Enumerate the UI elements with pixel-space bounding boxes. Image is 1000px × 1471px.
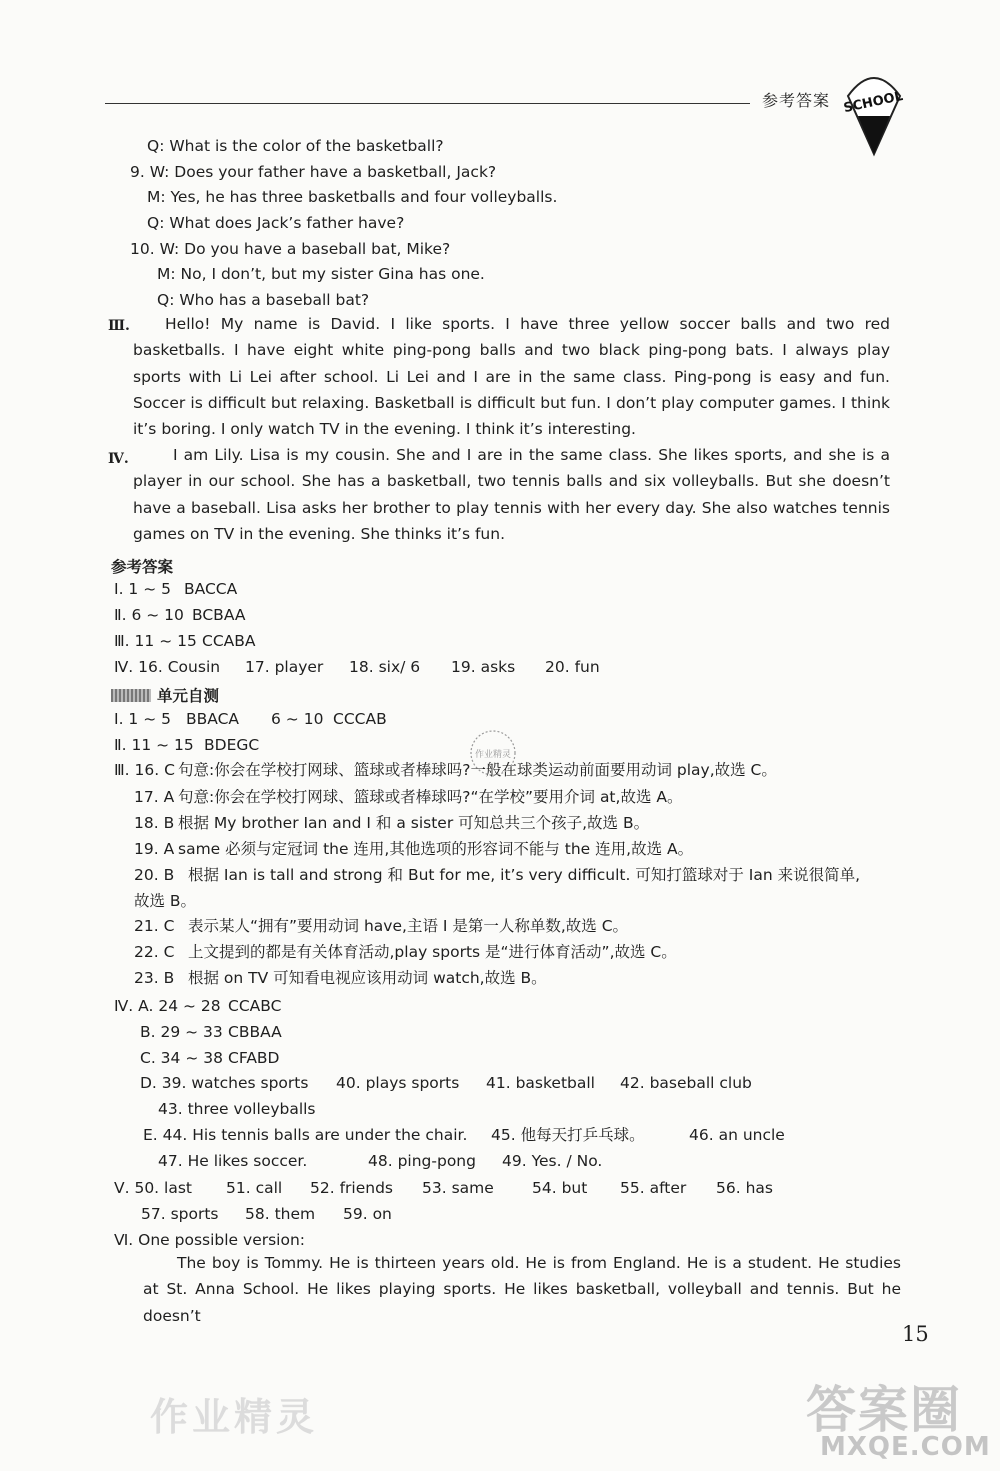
answer-row: E. 44. His tennis balls are under the chair. 45. 他每天打乒乓球。 46. an uncle (143, 1126, 785, 1144)
school-logo-icon (838, 66, 910, 158)
dialogue-line: 10. W: Do you have a baseball bat, Mike? (130, 240, 451, 258)
explanation-row: 故选 B。 (134, 892, 197, 910)
watermark-right: 答案圈 (806, 1381, 962, 1439)
answer-row: Ⅴ. 50. last 51. call 52. friends 53. same 54. but 55. after 56. has (114, 1179, 773, 1197)
answer-row: Ⅳ. 16. Cousin 17. player 18. six/ 6 19. asks 20. fun (114, 658, 600, 676)
answer-row: 43. three volleyballs (158, 1100, 316, 1118)
answer-row: D. 39. watches sports 40. plays sports 41. basketball 42. baseball club (140, 1074, 752, 1092)
section-numeral: Ⅳ. (108, 451, 129, 467)
explanation-row: 18. B 根据 My brother Ian and I 和 a sister 可知总共三个孩子,故选 B。 (134, 814, 650, 832)
listening-passage: Hello! My name is David. I like sports. I have three yellow soccer balls and two red basketballs. I have eight white ping-pong balls and two black ping-pong bats. I always play sports with Li Lei after school. Li Lei and I are in the same class. Ping-pong is easy and fun. Soccer is difficult but relaxing. Basketball is difficult but fun. I don’t play computer games. I think it’s boring. I only watch TV in the evening. I think it’s interesting. (133, 315, 890, 439)
answer-row: Ⅱ. 6 ~ 10 BCBAA (114, 606, 246, 624)
dialogue-line: M: No, I don’t, but my sister Gina has one. (157, 265, 485, 283)
listening-passage: I am Lily. Lisa is my cousin. She and I are in the same class. She likes sports, and she is a player in our school. She has a basketball, two tennis balls and six volleyballs. But she doesn’t have a baseball. Lisa asks her brother to play tennis with her every day. She also watches tennis games on TV in the evening. She thinks it’s fun. (133, 446, 890, 543)
dialogue-line: Q: What does Jack’s father have? (147, 214, 405, 232)
watermark-site: MXQE.COM (820, 1432, 991, 1462)
header-rule (105, 103, 750, 104)
answer-row: Ⅳ. A. 24 ~ 28 CCABC (114, 997, 282, 1015)
stamp-text: 作业精灵 (474, 750, 512, 760)
section-heading: 参考答案 (111, 558, 174, 576)
explanation-row: 22. C 上文提到的都是有关体育活动,play sports 是“进行体育活动”,故选 C。 (134, 943, 677, 961)
explanation-row: 21. C 表示某人“拥有”要用动词 have,主语 I 是第一人称单数,故选 C。 (134, 917, 629, 935)
explanation-row: 20. B 根据 Ian is tall and strong 和 But for me, it’s very difficult. 可知打篮球对于 Ian 来说很简单, (134, 866, 861, 884)
section-heading: 单元自测 (111, 684, 219, 706)
answer-row: B. 29 ~ 33 CBBAA (140, 1023, 282, 1041)
dialogue-line: M: Yes, he has three basketballs and four volleyballs. (147, 188, 558, 206)
answer-row: 47. He likes soccer. 48. ping-pong 49. Yes. / No. (158, 1152, 603, 1170)
dialogue-line: Q: Who has a baseball bat? (157, 291, 370, 309)
answer-row: Ⅲ. 11 ~ 15 CCABA (114, 632, 256, 650)
sample-essay: The boy is Tommy. He is thirteen years old. He is from England. He is a student. He studies at St. Anna School. He likes playing sports. He likes basketball, volleyball and tennis. But he doesn’t (143, 1254, 901, 1325)
dialogue-line: 9. W: Does your father have a basketball, Jack? (130, 163, 497, 181)
header-title: 参考答案 (762, 91, 831, 110)
watermark-left: 作业精灵 (150, 1395, 319, 1439)
answer-row: Ⅰ. 1 ~ 5 BACCA (114, 580, 238, 598)
answer-row: Ⅱ. 11 ~ 15 BDEGC (114, 736, 260, 754)
explanation-row: 23. B 根据 on TV 可知看电视应该用动词 watch,故选 B。 (134, 969, 547, 987)
answer-row: 57. sports 58. them 59. on (141, 1205, 392, 1223)
heading-bar-icon (111, 689, 151, 702)
stamp-icon (468, 728, 518, 778)
section-numeral: Ⅲ. (108, 318, 130, 334)
dialogue-line: Q: What is the color of the basketball? (147, 137, 444, 155)
logo-text: SCHOOL (842, 88, 905, 117)
explanation-row: 17. A 句意:你会在学校打网球、篮球或者棒球吗?“在学校”要用介词 at,故选 A。 (134, 788, 683, 806)
answer-row: Ⅰ. 1 ~ 5 BBACA 6 ~ 10 CCCAB (114, 710, 387, 728)
explanation-row: 19. A same 必须与定冠词 the 连用,其他选项的形容词不能与 the 连用,故选 A。 (134, 840, 694, 858)
explanation-row: Ⅲ. 16. C 句意:你会在学校打网球、篮球或者棒球吗?一般在球类运动前面要用动词 play,故选 C。 (114, 761, 777, 779)
answer-row: C. 34 ~ 38 CFABD (140, 1049, 280, 1067)
page-number: 15 (902, 1322, 929, 1346)
answer-row: Ⅵ. One possible version: (114, 1231, 306, 1249)
